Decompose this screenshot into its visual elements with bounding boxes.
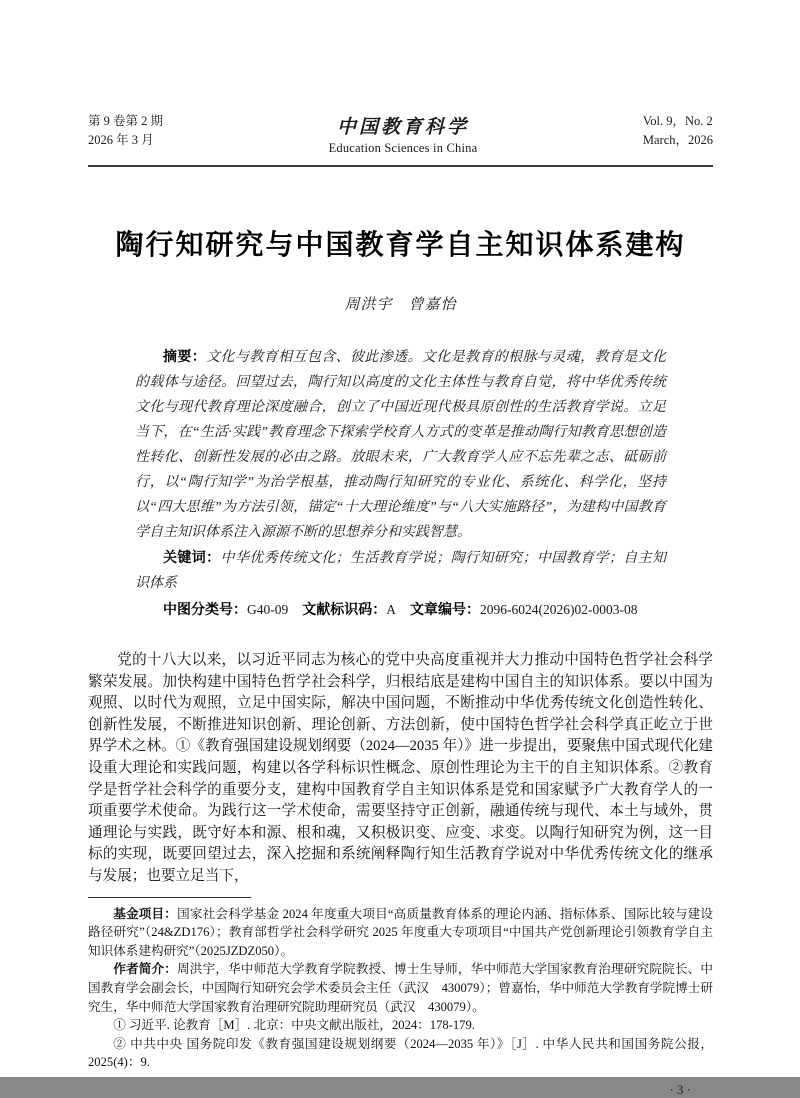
author-bio-label: 作者简介： bbox=[113, 962, 178, 977]
body-paragraph: 党的十八大以来，以习近平同志为核心的党中央高度重视并大力推动中国特色哲学社会科学繁荣发展。加快构建中国特色哲学社会科学，归根结底是建构中国自主的知识体系。要以中国为观照、以时代为观照，立足中国实际，解决中国问题，不断推动中华优秀传统文化创造性转化、创新性发展，不断推进知识创新、理论创新、方法创新，使中国特色哲学社会科学真正屹立于世界学术之林。①《教育强国建设规划纲要（2024—2035 年）》进一步提出，要聚焦中国式现代化建设重大理论和实践问题，构建以各学科标识性概念、原创性理论为主干的自主知识体系。②教育学是哲学社会科学的重要分支，建构中国教育学自主知识体系是党和国家赋予广大教育学人的一项重要学术使命。为践行这一学术使命，需要坚持守正创新，融通传统与现代、本土与域外，贯通理论与实践，既守好本和源、根和魂，又积极识变、应变、求变。以陶行知研究为例，这一目标的实现，既要回望过去，深入挖掘和系统阐释陶行知生活教育学说对中华优秀传统文化的继承与发展；也要立足当下， bbox=[88, 652, 713, 884]
meta-paragraph bbox=[135, 597, 666, 623]
journal-name-cn: 中国教育科学 bbox=[336, 116, 469, 138]
header-issue-info bbox=[88, 112, 163, 150]
abstract-label: 摘要： bbox=[163, 348, 207, 364]
volume-issue-cn: 第 9 卷第 2 期 bbox=[88, 114, 164, 128]
page-number: · 3 · bbox=[669, 1081, 691, 1097]
author-bio-note bbox=[88, 960, 713, 1016]
article-id-value: 2096-6024(2026)02-0003-08 bbox=[480, 602, 638, 617]
journal-name-en: Education Sciences in China bbox=[328, 141, 478, 155]
footnote-divider bbox=[88, 897, 251, 898]
header-volume-info bbox=[643, 112, 713, 150]
date-cn: 2026 年 3 月 bbox=[88, 133, 154, 147]
doc-code-value: A bbox=[386, 602, 396, 617]
doc-code-label: 文献标识码： bbox=[302, 601, 387, 617]
date-en: March，2026 bbox=[642, 133, 713, 147]
keywords-label: 关键词： bbox=[163, 549, 221, 565]
keywords-text: 中华优秀传统文化；生活教育学说；陶行知研究；中国教育学；自主知识体系 bbox=[135, 551, 666, 591]
abstract-text: 文化与教育相互包含、彼此渗透。文化是教育的根脉与灵魂，教育是文化的载体与途径。回望过去，陶行知以高度的文化主体性与教育自觉，将中华优秀传统文化与现代教育理论深度融合，创立了中国近现代极具原创性的生活教育学说。立足当下，在“生活·实践”教育理念下探索学校育人方式的变革是推动陶行知教育思想创造性转化、创新性发展的必由之路。放眼未来，广大教育学人应不忘先辈之志、砥砺前行，以“陶行知学”为治学根基，推动陶行知研究的专业化、系统化、科学化，坚持以“四大思维”为方法引领，锚定“十大理论维度”与“八大实施路径”，为建构中国教育学自主知识体系注入源源不断的思想养分和实践智慧。 bbox=[135, 350, 667, 540]
footnotes-section bbox=[88, 905, 713, 1072]
article-id-label: 文章编号： bbox=[410, 601, 480, 617]
article-authors: 周洪宇 曾嘉怡 bbox=[344, 297, 457, 313]
article-title: 陶行知研究与中国教育学自主知识体系建构 bbox=[115, 229, 686, 260]
fund-label: 基金项目： bbox=[113, 906, 178, 921]
keywords-paragraph bbox=[135, 545, 666, 596]
reference-note-1: ① 习近平. 论教育［M］. 北京：中央文献出版社，2024：178-179. bbox=[113, 1018, 475, 1033]
clc-value: G40-09 bbox=[247, 602, 289, 617]
volume-issue-en: Vol. 9，No. 2 bbox=[642, 114, 713, 128]
abstract-paragraph bbox=[135, 344, 666, 545]
fund-text: 国家社会科学基金 2024 年度重大项目“高质量教育体系的理论内涵、指标体系、国际比较与建设路径研究”（24&ZD176）；教育部哲学社会科学研究 2025 年度重大专项项目“中国共产党创新理论引领教育学自主知识体系建构研究”（2025JZDZ050）。 bbox=[88, 906, 713, 958]
header-divider bbox=[88, 165, 713, 167]
abstract-section bbox=[135, 344, 666, 623]
journal-header bbox=[88, 112, 713, 156]
reference-note-2: ② 中共中央 国务院印发《教育强国建设规划纲要（2024—2035 年）》［J］. 中华人民共和国国务院公报，2025(4)：9. bbox=[88, 1036, 713, 1070]
fund-note bbox=[88, 905, 713, 961]
author-bio-text: 周洪宇，华中师范大学教育学院教授、博士生导师，华中师范大学国家教育治理研究院院长、中国教育学会副会长，中国陶行知研究会学术委员会主任（武汉 430079）；曾嘉怡，华中师范大学教育学院博士研究生，华中师范大学国家教育治理研究院助理研究员（武汉 430079）。 bbox=[88, 962, 713, 1014]
clc-label: 中图分类号： bbox=[163, 601, 247, 617]
journal-name-block bbox=[329, 112, 478, 156]
